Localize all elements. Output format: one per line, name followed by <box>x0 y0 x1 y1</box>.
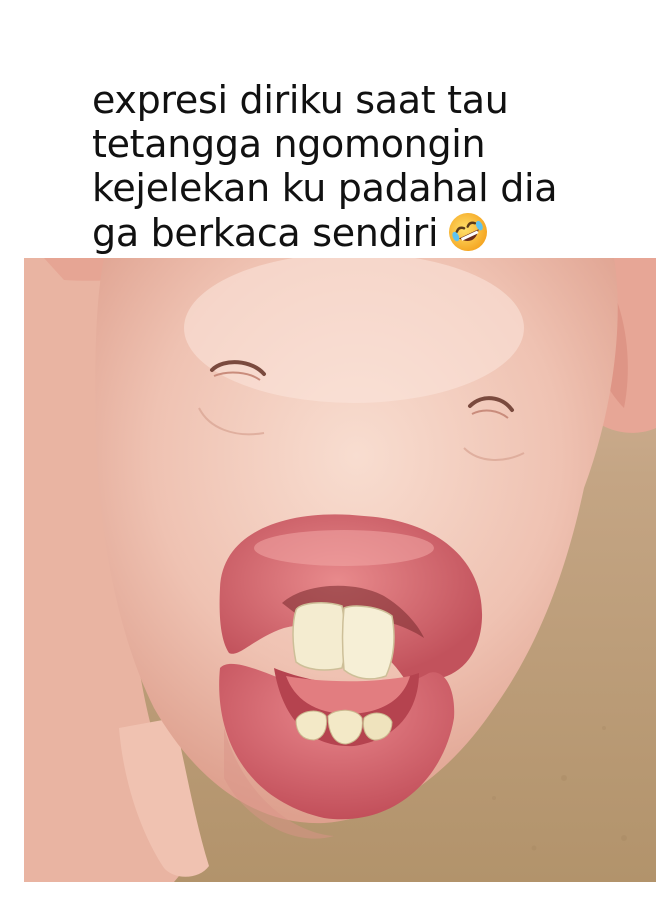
pig-lower-teeth <box>296 710 392 744</box>
pig-tooth-right <box>343 606 395 679</box>
pig-tooth-left <box>293 603 345 670</box>
caption-line-1: expresi diriku saat tau <box>92 78 509 122</box>
caption-line-4-text: ga berkaca sendiri <box>92 211 439 255</box>
caption-line-4 <box>92 210 632 255</box>
pig-photo <box>24 258 656 882</box>
caption-line-3: kejelekan ku padahal dia <box>92 166 558 210</box>
caption-line-2: tetangga ngomongin <box>92 122 486 166</box>
meme-caption <box>92 78 632 255</box>
bottom-margin <box>0 882 656 908</box>
pig-illustration <box>24 258 656 882</box>
laughing-emoji-icon <box>446 210 490 254</box>
